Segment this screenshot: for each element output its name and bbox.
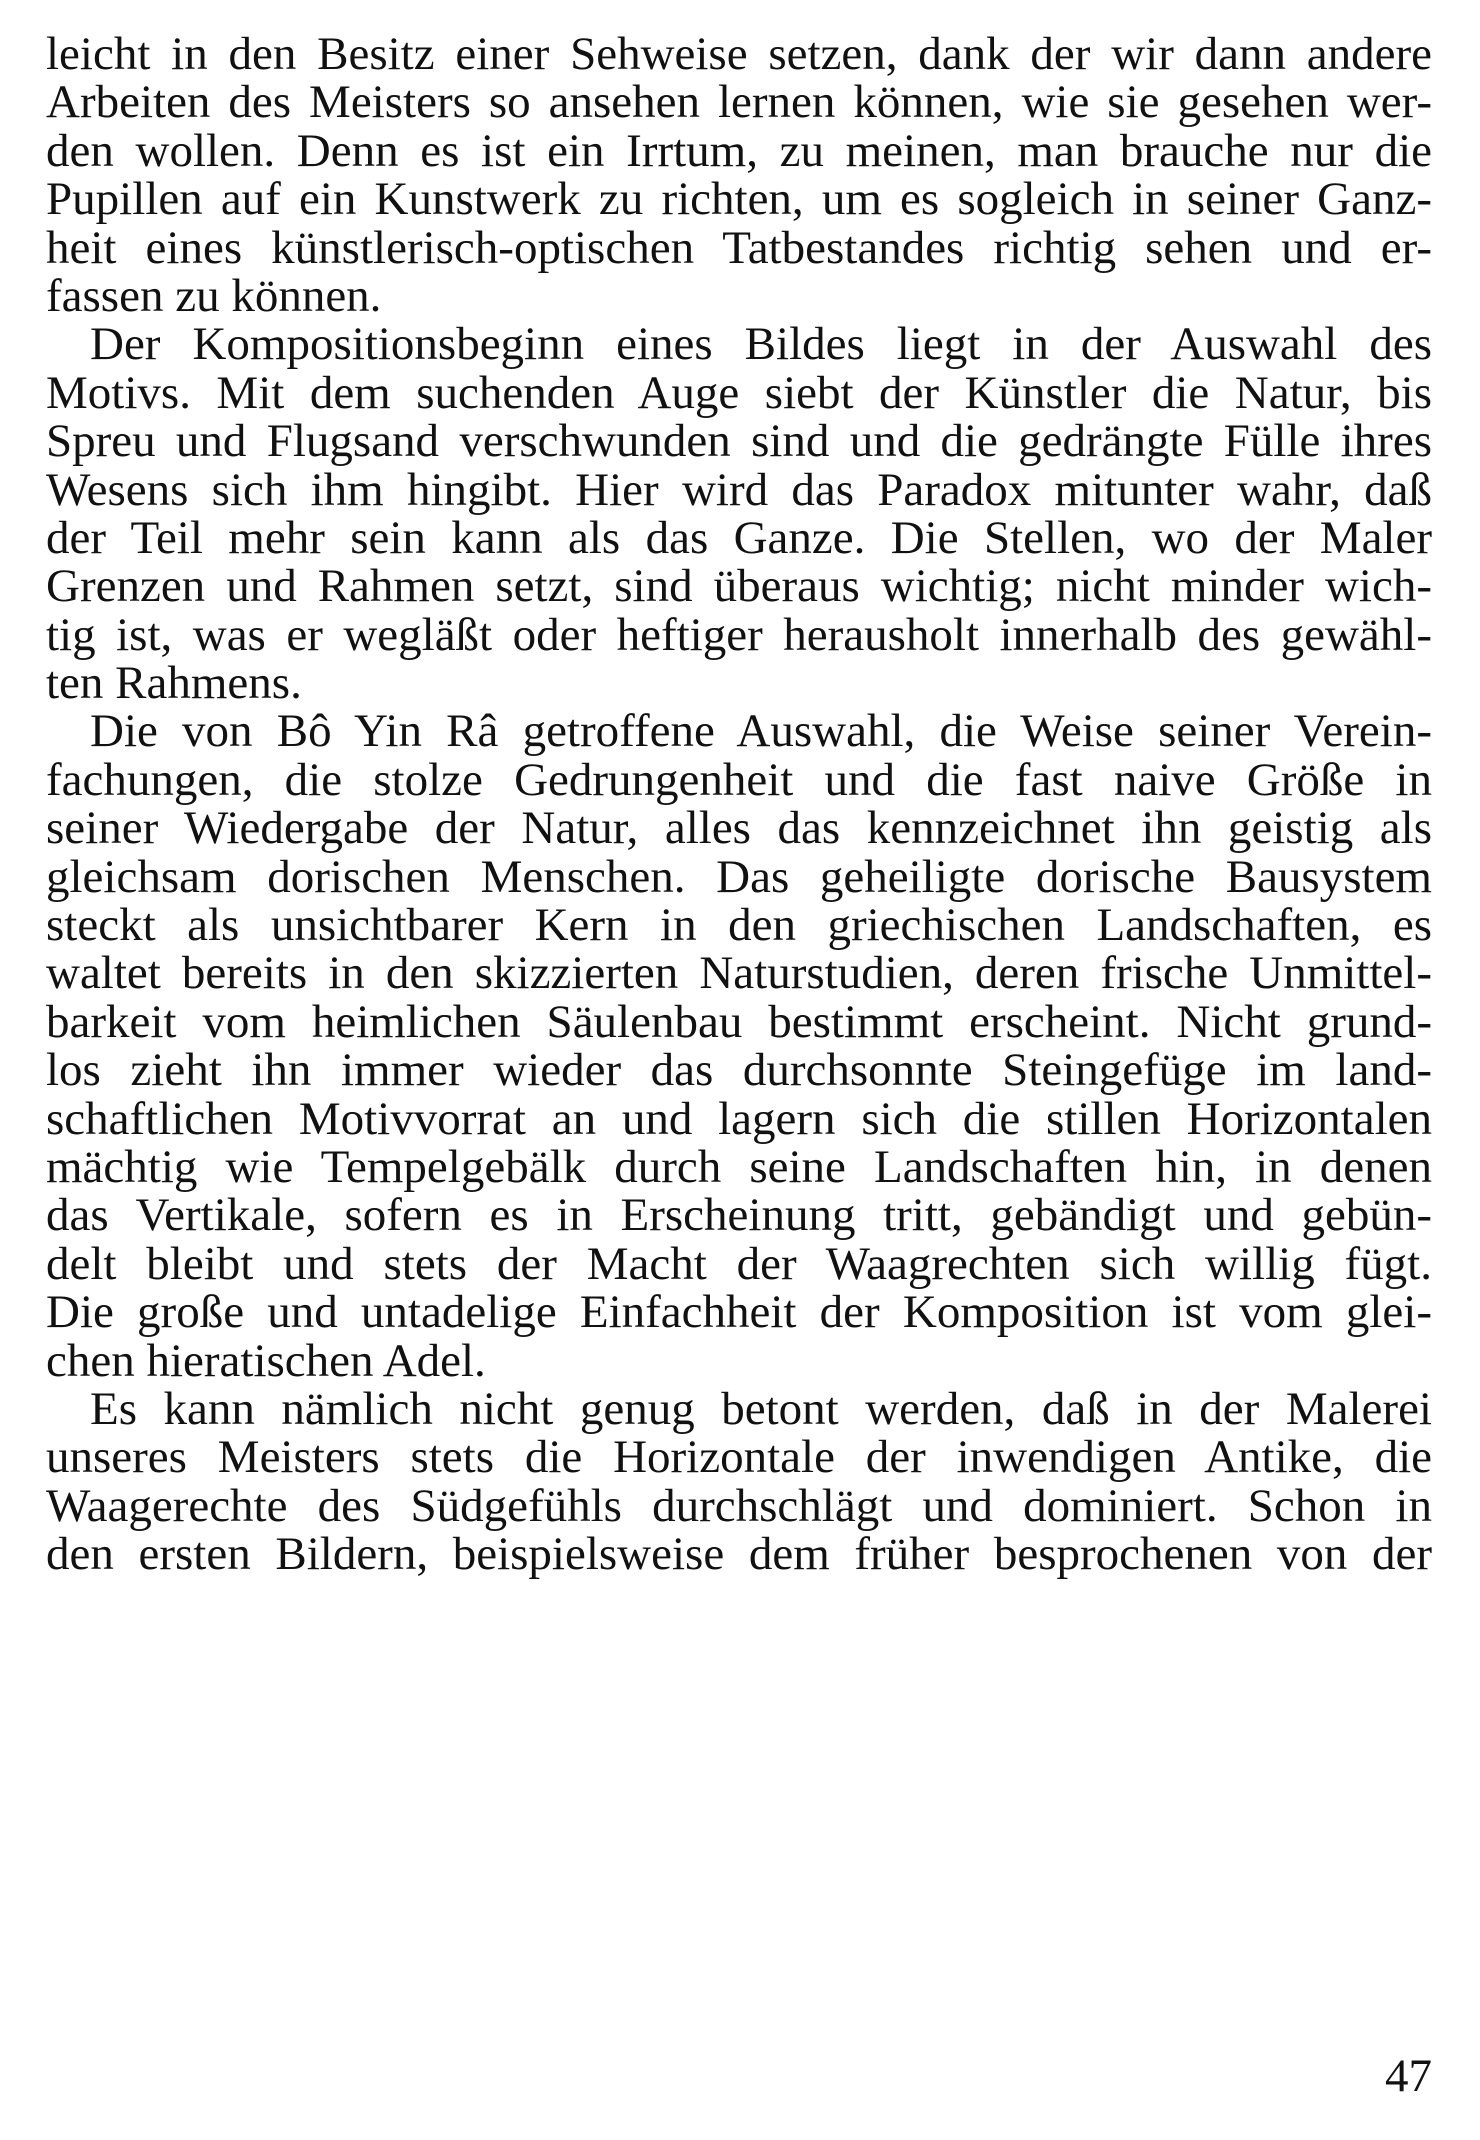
text-line: Grenzen und Rahmen setzt, sind überaus wichtig; nicht minder wich- <box>46 560 1432 613</box>
text-line: seiner Wiedergabe der Natur, alles das kennzeichnet ihn geistig als <box>46 802 1432 855</box>
text-line: heit eines künstlerisch-optischen Tatbestandes richtig sehen und er- <box>46 221 1432 274</box>
text-line: Die große und untadelige Einfachheit der Komposition ist vom glei- <box>46 1286 1432 1339</box>
text-line: Arbeiten des Meisters so ansehen lernen können, wie sie gesehen wer- <box>46 76 1432 129</box>
text-line: fachungen, die stolze Gedrungenheit und die fast naive Größe in <box>46 753 1432 806</box>
text-line: Die von Bô Yin Râ getroffene Auswahl, die Weise seiner Verein- <box>90 705 1432 758</box>
book-page <box>46 30 1432 1579</box>
text-line: fassen zu können. <box>46 269 382 322</box>
text-line: tig ist, was er wegläßt oder heftiger herausholt innerhalb des gewähl- <box>46 608 1432 661</box>
paragraph <box>46 318 1432 710</box>
page-number: 47 <box>1385 2050 1432 2102</box>
paragraph <box>46 705 1432 1387</box>
text-line: delt bleibt und stets der Macht der Waagrechten sich willig fügt. <box>46 1237 1432 1290</box>
text-line: Waagerechte des Südgefühls durchschlägt und dominiert. Schon in <box>46 1479 1432 1532</box>
text-line: den wollen. Denn es ist ein Irrtum, zu meinen, man brauche nur die <box>46 124 1432 177</box>
paragraph <box>46 1382 1432 1581</box>
text-line: Wesens sich ihm hingibt. Hier wird das Paradox mitunter wahr, daß <box>46 463 1432 516</box>
text-line: das Vertikale, sofern es in Erscheinung tritt, gebändigt und gebün- <box>46 1189 1432 1242</box>
text-line: Der Kompositionsbeginn eines Bildes liegt in der Auswahl des <box>90 318 1432 371</box>
text-line: barkeit vom heimlichen Säulenbau bestimmt erscheint. Nicht grund- <box>46 995 1432 1048</box>
text-line: leicht in den Besitz einer Sehweise setzen, dank der wir dann andere <box>46 28 1432 80</box>
text-line: unseres Meisters stets die Horizontale der inwendigen Antike, die <box>46 1431 1432 1484</box>
text-line: schaftlichen Motivvorrat an und lagern sich die stillen Horizontalen <box>46 1092 1432 1145</box>
text-line: Motivs. Mit dem suchenden Auge siebt der Künstler die Natur, bis <box>46 366 1432 419</box>
text-line: waltet bereits in den skizzierten Naturstudien, deren frische Unmittel- <box>46 947 1432 1000</box>
text-line: steckt als unsichtbarer Kern in den griechischen Landschaften, es <box>46 899 1432 952</box>
text-line: ten Rahmens. <box>46 657 302 710</box>
body-text <box>46 30 1432 1579</box>
paragraph <box>46 30 1432 320</box>
text-line: der Teil mehr sein kann als das Ganze. Die Stellen, wo der Maler <box>46 511 1432 564</box>
text-line: Spreu und Flugsand verschwunden sind und die gedrängte Fülle ihres <box>46 415 1432 468</box>
text-line: mächtig wie Tempelgebälk durch seine Landschaften hin, in denen <box>46 1140 1432 1193</box>
text-line: chen hieratischen Adel. <box>46 1334 486 1387</box>
text-line: los zieht ihn immer wieder das durchsonnte Steingefüge im land- <box>46 1044 1432 1097</box>
text-line: gleichsam dorischen Menschen. Das geheiligte dorische Bausystem <box>46 850 1432 903</box>
text-line: Pupillen auf ein Kunstwerk zu richten, um es sogleich in seiner Ganz- <box>46 173 1432 226</box>
text-line: den ersten Bildern, beispielsweise dem früher besprochenen von der <box>46 1528 1432 1581</box>
text-line: Es kann nämlich nicht genug betont werden, daß in der Malerei <box>90 1382 1432 1435</box>
